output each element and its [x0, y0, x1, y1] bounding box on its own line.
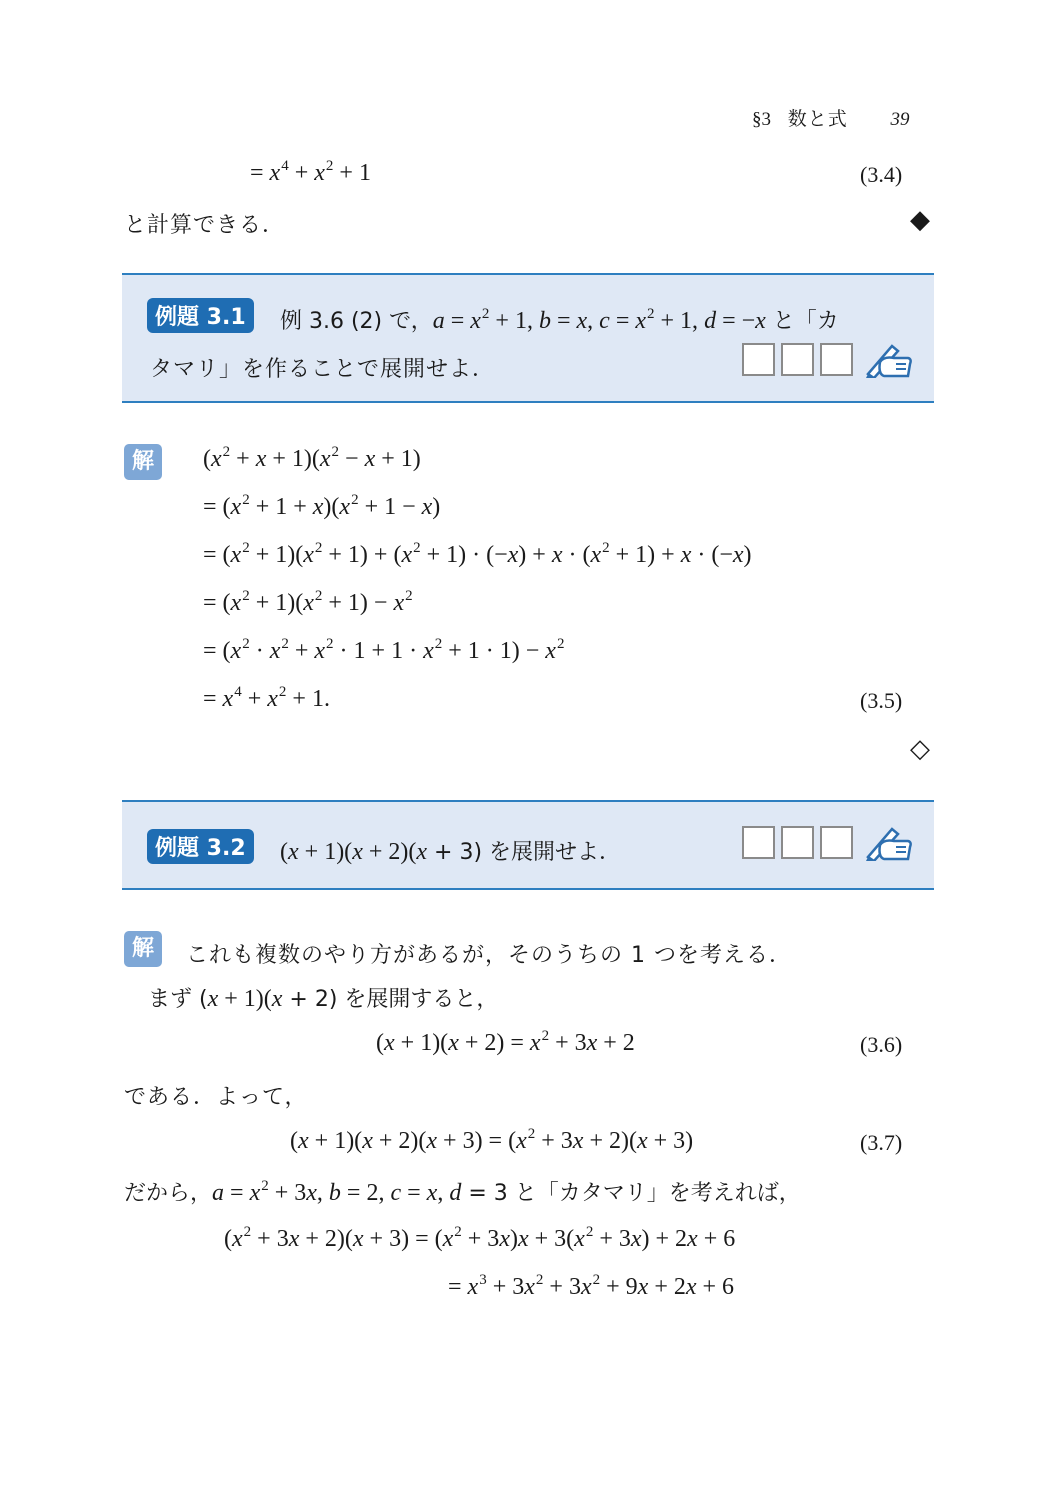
math-variable: c [390, 1180, 402, 1206]
math-text: ( [224, 1226, 232, 1252]
equation-line [224, 1226, 735, 1253]
math-text: + 1, [654, 308, 705, 334]
checkbox-group [742, 826, 853, 859]
math-text: = ( [203, 542, 231, 568]
math-text: = ( [203, 494, 231, 520]
math-variable: x [467, 1274, 479, 1300]
math-variable: x [314, 160, 325, 186]
math-exponent: 2 [242, 636, 250, 652]
math-variable: x [580, 1274, 592, 1300]
math-text: = 3 と「カタマリ」を考えれば， [461, 1181, 801, 1206]
equation-number: (3.6) [860, 1032, 903, 1057]
solution-badge: 解 [124, 444, 162, 480]
math-text: = [401, 1180, 427, 1206]
math-text: + 3 [268, 1180, 307, 1206]
math-text: + [288, 638, 315, 664]
math-exponent: 2 [454, 1224, 462, 1240]
math-variable: b [538, 308, 551, 334]
math-variable: x [732, 542, 744, 568]
math-variable: x [312, 494, 324, 520]
math-variable: x [576, 308, 588, 334]
math-text: + 3) = ( [363, 1226, 443, 1252]
math-text: − [339, 446, 365, 472]
math-text: + 3 [486, 1274, 525, 1300]
math-variable: x [516, 1128, 527, 1154]
math-variable: x [401, 542, 413, 568]
math-text: + 3 [535, 1128, 573, 1154]
math-variable: x [303, 542, 314, 568]
math-text: + 1 · 1) − [442, 638, 546, 664]
math-exponent: 2 [535, 1272, 544, 1288]
math-exponent: 2 [405, 588, 413, 604]
math-text: + 9 [600, 1274, 638, 1300]
math-variable: a [432, 308, 445, 334]
math-variable: x [249, 1180, 261, 1206]
solution-text [148, 982, 498, 1013]
math-exponent: 2 [243, 1224, 252, 1240]
math-variable: x [507, 542, 519, 568]
page-number: 39 [890, 109, 910, 130]
checkbox-group [742, 343, 853, 376]
math-text: ( [203, 446, 211, 472]
math-variable: x [448, 1030, 459, 1056]
math-text: + 1)( [266, 446, 320, 472]
math-exponent: 2 [261, 1178, 269, 1194]
math-exponent: 2 [351, 492, 359, 508]
pencil-hand-icon [862, 340, 912, 378]
math-text: + 2) = [458, 1030, 530, 1056]
math-text: + 2 [597, 1030, 635, 1056]
math-variable: x [586, 1030, 598, 1056]
math-variable: x [421, 494, 433, 520]
math-exponent: 2 [556, 636, 565, 652]
check-box[interactable] [820, 826, 853, 859]
math-exponent: 2 [242, 540, 250, 556]
math-text: ) [743, 542, 752, 568]
math-text: ( [290, 1128, 298, 1154]
section-number: §3 [752, 109, 771, 130]
math-variable: x [524, 1274, 535, 1300]
math-text: = [609, 308, 636, 334]
check-box[interactable] [781, 826, 814, 859]
math-text: + 3 [543, 1274, 581, 1300]
solution-end-mark: ◇ [910, 734, 930, 764]
math-variable: b [328, 1180, 341, 1206]
math-text: + 2 [648, 1274, 686, 1300]
math-text: ( [280, 839, 288, 865]
math-exponent: 2 [326, 636, 334, 652]
math-text: = − [716, 308, 756, 334]
math-exponent: 2 [647, 306, 655, 322]
math-exponent: 2 [278, 684, 287, 700]
math-text: + 2) を展開すると， [282, 987, 499, 1012]
math-text: + 2)( [362, 839, 417, 865]
math-text: + 2)( [583, 1128, 637, 1154]
math-variable: x [230, 494, 242, 520]
math-text: · 1 + 1 · [333, 638, 424, 664]
solution-line [203, 446, 421, 473]
pencil-hand-icon [862, 823, 912, 861]
math-text: = [444, 308, 471, 334]
math-exponent: 4 [234, 684, 242, 700]
math-variable: x [687, 1226, 698, 1252]
math-variable: x [551, 542, 563, 568]
solution-line [203, 590, 413, 617]
math-variable: x [635, 308, 647, 334]
running-header [752, 104, 910, 131]
math-exponent: 2 [434, 636, 443, 652]
example-badge: 例題 3.1 [147, 298, 254, 333]
solution-text: である．よって， [124, 1085, 308, 1110]
math-variable: d [704, 308, 717, 334]
math-variable: x [230, 542, 242, 568]
math-text: + 1) − [322, 590, 394, 616]
math-exponent: 2 [314, 588, 323, 604]
math-text: ) + [518, 542, 552, 568]
math-text: + 3) = ( [437, 1128, 517, 1154]
solution-line [203, 638, 564, 665]
math-variable: a [212, 1180, 225, 1206]
math-variable: x [303, 590, 314, 616]
math-text: + 3 [593, 1226, 631, 1252]
math-variable: c [599, 308, 610, 334]
math-text: , [587, 308, 600, 334]
equation-line [250, 160, 371, 187]
math-text: + 1)( [249, 590, 304, 616]
example-badge: 例題 3.2 [147, 829, 254, 864]
math-text: + 1) · (− [420, 542, 508, 568]
math-variable: x [529, 1030, 541, 1056]
check-box[interactable] [742, 343, 775, 376]
math-variable: x [319, 446, 331, 472]
math-variable: x [306, 1180, 317, 1206]
math-text: と「カ [765, 309, 839, 334]
equation-line [448, 1274, 734, 1301]
math-text: + 1 [333, 160, 371, 186]
math-exponent: 2 [527, 1126, 536, 1142]
math-text: ( [376, 1030, 384, 1056]
math-variable: x [442, 1226, 454, 1252]
math-text: · [249, 638, 270, 664]
math-exponent: 2 [325, 158, 334, 174]
math-text: = [224, 1180, 250, 1206]
math-text: + 1 + [249, 494, 313, 520]
math-text: + 1. [286, 686, 330, 712]
math-text: だから， [124, 1181, 213, 1206]
math-variable: x [230, 590, 242, 616]
math-variable: x [288, 839, 299, 865]
check-box[interactable] [781, 343, 814, 376]
math-variable: x [211, 446, 222, 472]
math-text: = ( [203, 590, 231, 616]
math-variable: x [630, 1226, 642, 1252]
math-text: = [250, 160, 270, 186]
check-box[interactable] [820, 343, 853, 376]
math-text: + 1) [375, 446, 421, 472]
math-variable: x [230, 638, 242, 664]
body-text: と計算できる． [124, 213, 286, 238]
solution-text [124, 1176, 801, 1207]
math-variable: x [255, 446, 267, 472]
math-text: + 2)( [299, 1226, 353, 1252]
math-text: + 1)( [218, 986, 272, 1012]
math-text: + 3) を展開せよ． [427, 840, 622, 865]
math-text: ) + 2 [641, 1226, 688, 1252]
math-exponent: 2 [541, 1028, 550, 1044]
math-variable: x [426, 1180, 438, 1206]
math-text: · ( [562, 542, 591, 568]
math-variable: x [352, 1226, 364, 1252]
math-variable: x [590, 542, 602, 568]
math-variable: x [271, 986, 283, 1012]
math-text: + 3 [461, 1226, 500, 1252]
math-variable: x [470, 308, 481, 334]
math-exponent: 2 [592, 1272, 601, 1288]
math-variable: x [680, 542, 692, 568]
math-exponent: 4 [281, 158, 289, 174]
example-text-line1 [280, 835, 621, 866]
math-text: ) [509, 1226, 518, 1252]
math-text: 例 3.6 (2) で， [280, 309, 433, 334]
math-variable: d [449, 1180, 462, 1206]
math-variable: x [298, 1128, 309, 1154]
math-exponent: 2 [222, 444, 231, 460]
math-text: = [550, 308, 577, 334]
solution-intro: これも複数のやり方があるが，そのうちの 1 つを考える． [186, 943, 792, 968]
math-variable: x [339, 494, 351, 520]
math-variable: x [267, 686, 278, 712]
math-text: + 1)( [298, 839, 353, 865]
math-variable: x [499, 1226, 510, 1252]
math-variable: x [636, 1128, 648, 1154]
math-variable: x [288, 1226, 300, 1252]
math-variable: x [222, 686, 234, 712]
math-exponent: 2 [314, 540, 323, 556]
section-title: 数と式 [787, 108, 848, 130]
math-text: + [288, 160, 315, 186]
math-text: , [316, 1180, 329, 1206]
math-exponent: 2 [602, 540, 610, 556]
math-text: + 1) + [609, 542, 681, 568]
math-text: + 1) + ( [322, 542, 402, 568]
math-text: + 1)( [308, 1128, 363, 1154]
solution-badge: 解 [124, 931, 162, 967]
math-text: + 3 [549, 1030, 587, 1056]
math-text: + [241, 686, 268, 712]
math-text: = [203, 686, 223, 712]
math-variable: x [545, 638, 556, 664]
math-variable: x [384, 1030, 395, 1056]
math-text: + 3) [647, 1128, 694, 1154]
solution-line [203, 686, 330, 713]
math-text: + 1 − [358, 494, 422, 520]
math-text: + 1)( [249, 542, 304, 568]
math-exponent: 2 [281, 636, 289, 652]
math-text: · (− [691, 542, 733, 568]
math-text: + 1, [489, 308, 539, 334]
math-text: = ( [203, 638, 231, 664]
equation-number: (3.5) [860, 688, 903, 713]
math-text: = 2, [340, 1180, 391, 1206]
math-text: + [230, 446, 256, 472]
math-text: まず ( [148, 987, 208, 1012]
equation-number: (3.7) [860, 1130, 903, 1155]
math-text: ) [432, 494, 441, 520]
math-variable: x [364, 446, 376, 472]
example-text-line2: タマリ」を作ることで展開せよ． [150, 357, 496, 382]
math-text: + 1)( [394, 1030, 449, 1056]
math-text: = [448, 1274, 468, 1300]
example-text-line1 [280, 304, 839, 335]
math-variable: x [314, 638, 326, 664]
math-variable: x [572, 1128, 584, 1154]
math-exponent: 2 [413, 540, 421, 556]
math-variable: x [755, 308, 766, 334]
math-text: + 3 [251, 1226, 289, 1252]
math-variable: x [352, 839, 363, 865]
math-exponent: 2 [242, 492, 250, 508]
math-variable: x [685, 1274, 697, 1300]
math-exponent: 3 [479, 1272, 487, 1288]
solution-line [203, 542, 752, 569]
math-text: + 3( [528, 1226, 575, 1252]
math-variable: x [393, 590, 405, 616]
equation-line [290, 1128, 693, 1155]
example-box-3-1 [122, 273, 934, 403]
math-variable: x [637, 1274, 649, 1300]
solution-line [203, 494, 440, 521]
math-variable: x [416, 839, 428, 865]
math-variable: x [426, 1128, 438, 1154]
equation-line [376, 1030, 635, 1057]
math-text: + 6 [696, 1274, 735, 1300]
proof-end-mark: ◆ [910, 205, 930, 235]
math-exponent: 2 [481, 306, 490, 322]
math-text: )( [323, 494, 340, 520]
math-variable: x [362, 1128, 373, 1154]
math-variable: x [269, 638, 281, 664]
math-exponent: 2 [242, 588, 250, 604]
math-exponent: 2 [585, 1224, 594, 1240]
math-exponent: 2 [331, 444, 340, 460]
math-variable: x [423, 638, 434, 664]
math-variable: x [232, 1226, 243, 1252]
math-variable: x [269, 160, 281, 186]
check-box[interactable] [742, 826, 775, 859]
equation-number: (3.4) [860, 162, 903, 187]
math-text: + 6 [697, 1226, 736, 1252]
math-variable: x [574, 1226, 585, 1252]
math-variable: x [517, 1226, 529, 1252]
math-variable: x [207, 986, 219, 1012]
math-text: + 2)( [372, 1128, 427, 1154]
math-text: , [437, 1180, 450, 1206]
